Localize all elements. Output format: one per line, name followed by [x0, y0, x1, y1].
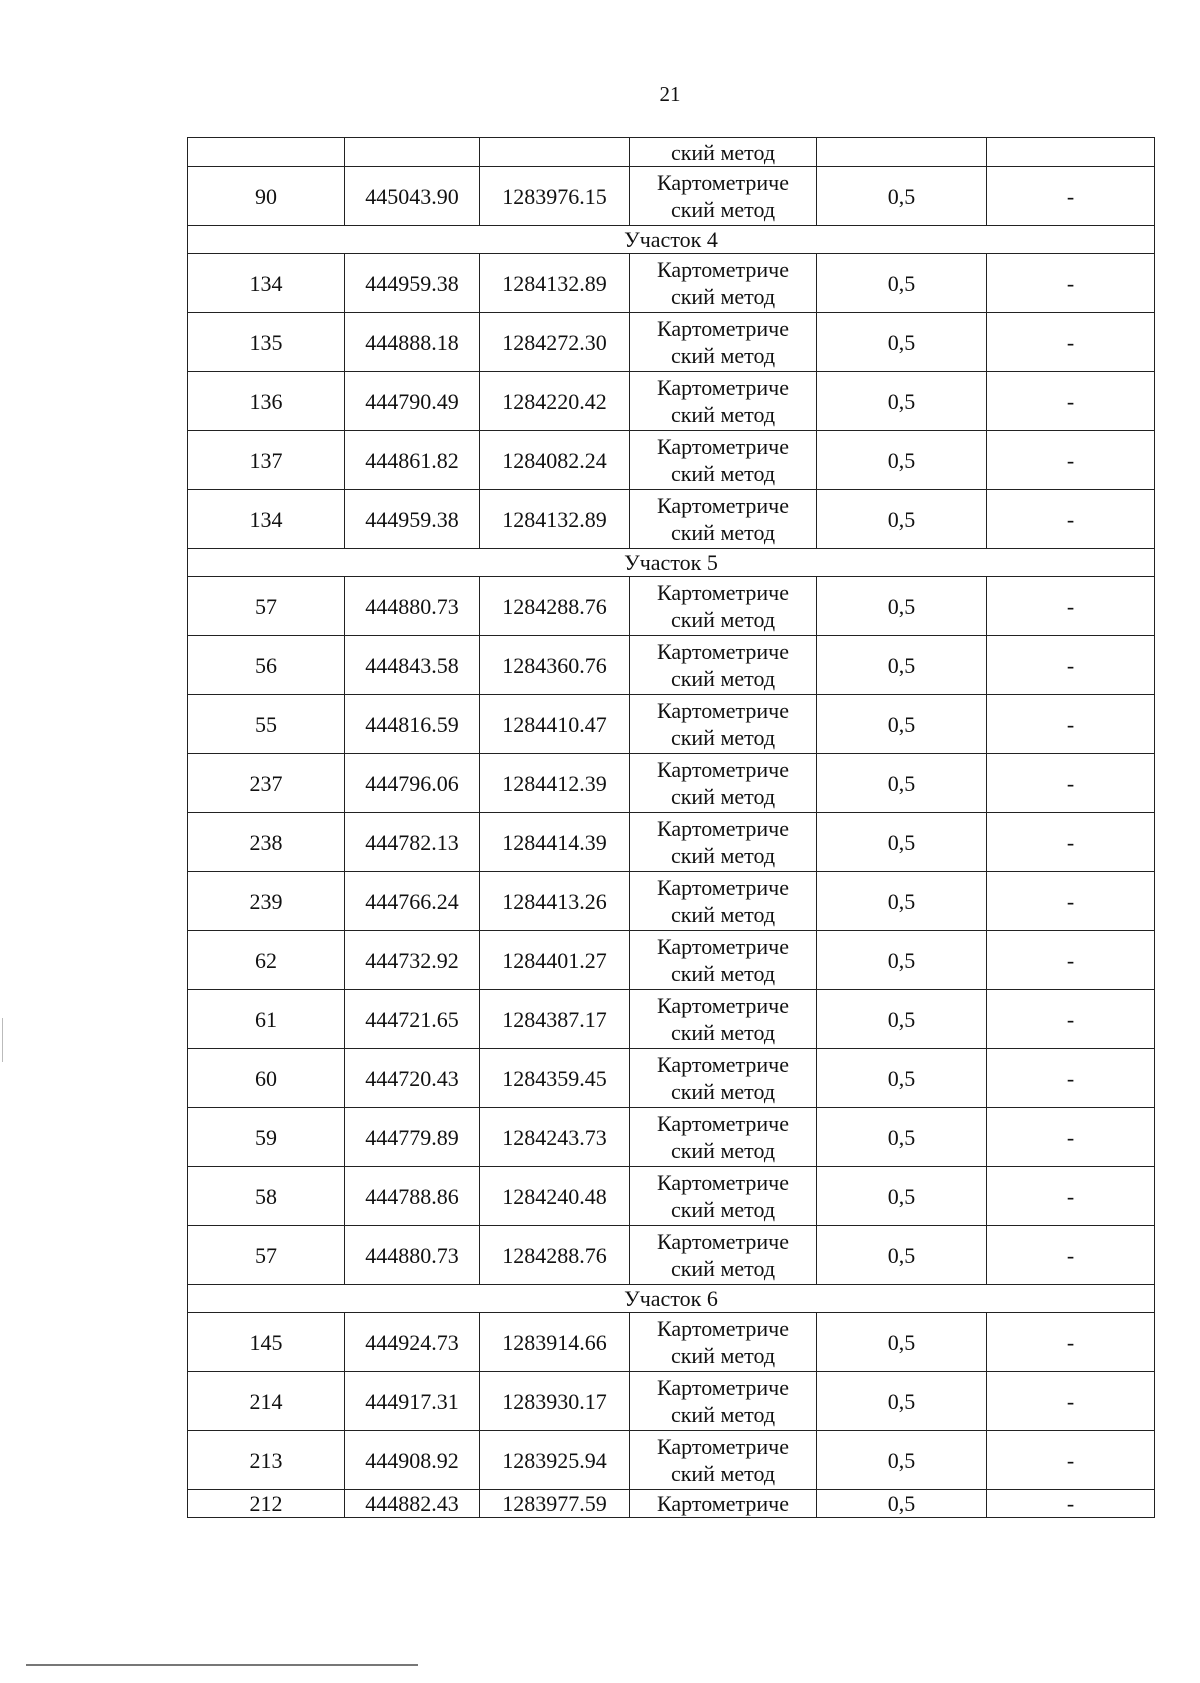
- method-cell: [630, 1049, 817, 1108]
- method-line-2: ский метод: [670, 1138, 776, 1163]
- method-line-2: ский метод: [670, 1461, 776, 1486]
- table-row: [188, 813, 1155, 872]
- method-line-1: Картометриче: [657, 993, 789, 1018]
- note: -: [987, 636, 1155, 695]
- point-number: 145: [188, 1313, 345, 1372]
- point-number: 214: [188, 1372, 345, 1431]
- coord-y: 1284132.89: [480, 254, 630, 313]
- table-row: [188, 1372, 1155, 1431]
- accuracy: 0,5: [817, 1167, 987, 1226]
- section-header-row: [188, 549, 1155, 577]
- point-number: 134: [188, 254, 345, 313]
- table-row: [188, 431, 1155, 490]
- method-line-1: Картометриче: [657, 170, 789, 195]
- method-line-1: Картометриче: [657, 316, 789, 341]
- table-row: [188, 990, 1155, 1049]
- method-line-2: ский метод: [670, 1256, 776, 1281]
- coord-x: 444959.38: [345, 254, 480, 313]
- table-row: [188, 577, 1155, 636]
- table-cell: [480, 138, 630, 167]
- method-line-1: Картометриче: [657, 1052, 789, 1077]
- coord-x: 444882.43: [345, 1490, 480, 1518]
- method-cell: [630, 872, 817, 931]
- margin-mark: [2, 1018, 3, 1062]
- note: -: [987, 931, 1155, 990]
- table-row: [188, 695, 1155, 754]
- point-number: 134: [188, 490, 345, 549]
- note: -: [987, 254, 1155, 313]
- coord-x: 444732.92: [345, 931, 480, 990]
- method-cell: [630, 1108, 817, 1167]
- coord-y: 1284410.47: [480, 695, 630, 754]
- point-number: 58: [188, 1167, 345, 1226]
- coord-y: 1284413.26: [480, 872, 630, 931]
- coord-y: 1284288.76: [480, 1226, 630, 1285]
- table-row: [188, 254, 1155, 313]
- accuracy: 0,5: [817, 695, 987, 754]
- method-cell: [630, 577, 817, 636]
- accuracy: 0,5: [817, 1313, 987, 1372]
- coord-x: 444908.92: [345, 1431, 480, 1490]
- note: -: [987, 490, 1155, 549]
- method-line-2: ский метод: [670, 520, 776, 545]
- method-line-2: ский метод: [670, 197, 776, 222]
- coord-y: 1284288.76: [480, 577, 630, 636]
- method-line-1: Картометриче: [657, 816, 789, 841]
- coord-x: 444880.73: [345, 577, 480, 636]
- accuracy: 0,5: [817, 990, 987, 1049]
- point-number: 55: [188, 695, 345, 754]
- accuracy: 0,5: [817, 490, 987, 549]
- method-line-1: Картометриче: [657, 434, 789, 459]
- method-cell: [630, 931, 817, 990]
- method-line-2: ский метод: [670, 961, 776, 986]
- method-line-1: Картометриче: [630, 1490, 817, 1518]
- coord-x: 444779.89: [345, 1108, 480, 1167]
- note: -: [987, 754, 1155, 813]
- coord-y: 1284243.73: [480, 1108, 630, 1167]
- method-cell: [630, 372, 817, 431]
- method-cell: [630, 1431, 817, 1490]
- coord-y: 1284387.17: [480, 990, 630, 1049]
- point-number: 57: [188, 1226, 345, 1285]
- coord-y: 1284132.89: [480, 490, 630, 549]
- table-row: [188, 636, 1155, 695]
- coord-x: 444959.38: [345, 490, 480, 549]
- table-cell: [188, 138, 345, 167]
- method-line-2: ский метод: [670, 902, 776, 927]
- method-line-1: Картометриче: [657, 493, 789, 518]
- method-line-1: Картометриче: [657, 639, 789, 664]
- point-number: 135: [188, 313, 345, 372]
- note: -: [987, 1431, 1155, 1490]
- coord-y: 1283925.94: [480, 1431, 630, 1490]
- method-cell: [630, 695, 817, 754]
- coord-y: 1284240.48: [480, 1167, 630, 1226]
- accuracy: 0,5: [817, 1108, 987, 1167]
- note: -: [987, 1226, 1155, 1285]
- coord-y: 1283914.66: [480, 1313, 630, 1372]
- table-row-partial-bottom: [188, 1490, 1155, 1518]
- coord-y: 1284401.27: [480, 931, 630, 990]
- coord-x: 444790.49: [345, 372, 480, 431]
- note: -: [987, 1313, 1155, 1372]
- coord-x: 444888.18: [345, 313, 480, 372]
- section-header-row: [188, 226, 1155, 254]
- table-row: [188, 1049, 1155, 1108]
- method-line-2: ский метод: [670, 461, 776, 486]
- coord-y: 1283976.15: [480, 167, 630, 226]
- table-row: [188, 313, 1155, 372]
- method-line-1: Картометриче: [657, 1434, 789, 1459]
- coord-x: 444843.58: [345, 636, 480, 695]
- method-line-2: ский метод: [670, 784, 776, 809]
- method-cell: [630, 167, 817, 226]
- note: -: [987, 372, 1155, 431]
- method-cell: [630, 813, 817, 872]
- coord-x: 444917.31: [345, 1372, 480, 1431]
- method-line-1: Картометриче: [657, 1316, 789, 1341]
- point-number: 213: [188, 1431, 345, 1490]
- coord-x: 444861.82: [345, 431, 480, 490]
- accuracy: 0,5: [817, 1049, 987, 1108]
- table-cell: ский метод: [630, 138, 817, 167]
- section-label: Участок 6: [188, 1285, 1155, 1313]
- note: -: [987, 990, 1155, 1049]
- table-row: [188, 1167, 1155, 1226]
- method-cell: [630, 431, 817, 490]
- accuracy: 0,5: [817, 872, 987, 931]
- coord-x: 444796.06: [345, 754, 480, 813]
- point-number: 60: [188, 1049, 345, 1108]
- coord-x: 444766.24: [345, 872, 480, 931]
- coord-x: 444788.86: [345, 1167, 480, 1226]
- method-line-2: ский метод: [670, 725, 776, 750]
- point-number: 212: [188, 1490, 345, 1518]
- point-number: 137: [188, 431, 345, 490]
- coord-x: 444880.73: [345, 1226, 480, 1285]
- method-line-1: Картометриче: [657, 1170, 789, 1195]
- note: -: [987, 695, 1155, 754]
- accuracy: 0,5: [817, 1372, 987, 1431]
- method-cell: [630, 1226, 817, 1285]
- note: -: [987, 1167, 1155, 1226]
- point-number: 239: [188, 872, 345, 931]
- method-line-2: ский метод: [670, 607, 776, 632]
- table-row: [188, 1226, 1155, 1285]
- table-row: [188, 872, 1155, 931]
- table-row: [188, 372, 1155, 431]
- table-row: [188, 1431, 1155, 1490]
- table-row-partial-top: [188, 138, 1155, 167]
- method-line-1: Картометриче: [657, 875, 789, 900]
- note: -: [987, 813, 1155, 872]
- coord-x: 444721.65: [345, 990, 480, 1049]
- coord-y: 1283930.17: [480, 1372, 630, 1431]
- method-line-1: Картометриче: [657, 1111, 789, 1136]
- point-number: 61: [188, 990, 345, 1049]
- accuracy: 0,5: [817, 931, 987, 990]
- point-number: 238: [188, 813, 345, 872]
- table-cell: [987, 138, 1155, 167]
- accuracy: 0,5: [817, 1490, 987, 1518]
- accuracy: 0,5: [817, 313, 987, 372]
- point-number: 56: [188, 636, 345, 695]
- note: -: [987, 1490, 1155, 1518]
- accuracy: 0,5: [817, 636, 987, 695]
- method-line-1: Картометриче: [657, 1375, 789, 1400]
- point-number: 57: [188, 577, 345, 636]
- table-cell: [817, 138, 987, 167]
- section-label: Участок 5: [188, 549, 1155, 577]
- section-header-row: [188, 1285, 1155, 1313]
- accuracy: 0,5: [817, 754, 987, 813]
- coord-x: 444782.13: [345, 813, 480, 872]
- method-cell: [630, 254, 817, 313]
- coord-x: 444924.73: [345, 1313, 480, 1372]
- coord-y: 1284272.30: [480, 313, 630, 372]
- coord-y: 1284360.76: [480, 636, 630, 695]
- method-line-2: ский метод: [670, 284, 776, 309]
- note: -: [987, 167, 1155, 226]
- accuracy: 0,5: [817, 1431, 987, 1490]
- table-row: [188, 931, 1155, 990]
- note: -: [987, 313, 1155, 372]
- method-cell: [630, 1313, 817, 1372]
- coordinates-table: [187, 137, 1155, 1518]
- accuracy: 0,5: [817, 431, 987, 490]
- method-cell: [630, 636, 817, 695]
- method-cell: [630, 754, 817, 813]
- coord-y: 1284082.24: [480, 431, 630, 490]
- note: -: [987, 577, 1155, 636]
- note: -: [987, 872, 1155, 931]
- method-line-1: Картометриче: [657, 698, 789, 723]
- coord-x: 445043.90: [345, 167, 480, 226]
- point-number: 59: [188, 1108, 345, 1167]
- note: -: [987, 1108, 1155, 1167]
- table-cell: [345, 138, 480, 167]
- method-line-2: ский метод: [670, 402, 776, 427]
- accuracy: 0,5: [817, 813, 987, 872]
- method-cell: [630, 990, 817, 1049]
- method-line-2: ский метод: [670, 1402, 776, 1427]
- section-label: Участок 4: [188, 226, 1155, 254]
- coord-x: 444720.43: [345, 1049, 480, 1108]
- method-line-2: ский метод: [670, 1343, 776, 1368]
- accuracy: 0,5: [817, 577, 987, 636]
- coord-x: 444816.59: [345, 695, 480, 754]
- table-row: [188, 754, 1155, 813]
- method-cell: [630, 1167, 817, 1226]
- method-line-2: ский метод: [670, 1079, 776, 1104]
- accuracy: 0,5: [817, 1226, 987, 1285]
- method-cell: [630, 1372, 817, 1431]
- page-number: 21: [659, 82, 681, 106]
- method-line-1: Картометриче: [657, 257, 789, 282]
- method-line-2: ский метод: [670, 666, 776, 691]
- table-row: [188, 1313, 1155, 1372]
- method-line-1: Картометриче: [657, 580, 789, 605]
- accuracy: 0,5: [817, 167, 987, 226]
- table-row: [188, 167, 1155, 226]
- coord-y: 1284359.45: [480, 1049, 630, 1108]
- point-number: 62: [188, 931, 345, 990]
- coord-y: 1284412.39: [480, 754, 630, 813]
- point-number: 90: [188, 167, 345, 226]
- method-line-2: ский метод: [670, 843, 776, 868]
- method-line-1: Картометриче: [657, 375, 789, 400]
- table-row: [188, 490, 1155, 549]
- table-row: [188, 1108, 1155, 1167]
- method-line-1: Картометриче: [657, 757, 789, 782]
- coord-y: 1283977.59: [480, 1490, 630, 1518]
- footnote-separator-line: [26, 1664, 418, 1666]
- method-line-2: ский метод: [670, 1020, 776, 1045]
- note: -: [987, 1372, 1155, 1431]
- method-line-1: Картометриче: [657, 934, 789, 959]
- method-line-2: ский метод: [670, 1197, 776, 1222]
- point-number: 136: [188, 372, 345, 431]
- note: -: [987, 431, 1155, 490]
- method-cell: [630, 490, 817, 549]
- point-number: 237: [188, 754, 345, 813]
- accuracy: 0,5: [817, 254, 987, 313]
- method-line-1: Картометриче: [657, 1229, 789, 1254]
- method-cell: [630, 313, 817, 372]
- accuracy: 0,5: [817, 372, 987, 431]
- note: -: [987, 1049, 1155, 1108]
- coord-y: 1284414.39: [480, 813, 630, 872]
- coord-y: 1284220.42: [480, 372, 630, 431]
- method-line-2: ский метод: [670, 343, 776, 368]
